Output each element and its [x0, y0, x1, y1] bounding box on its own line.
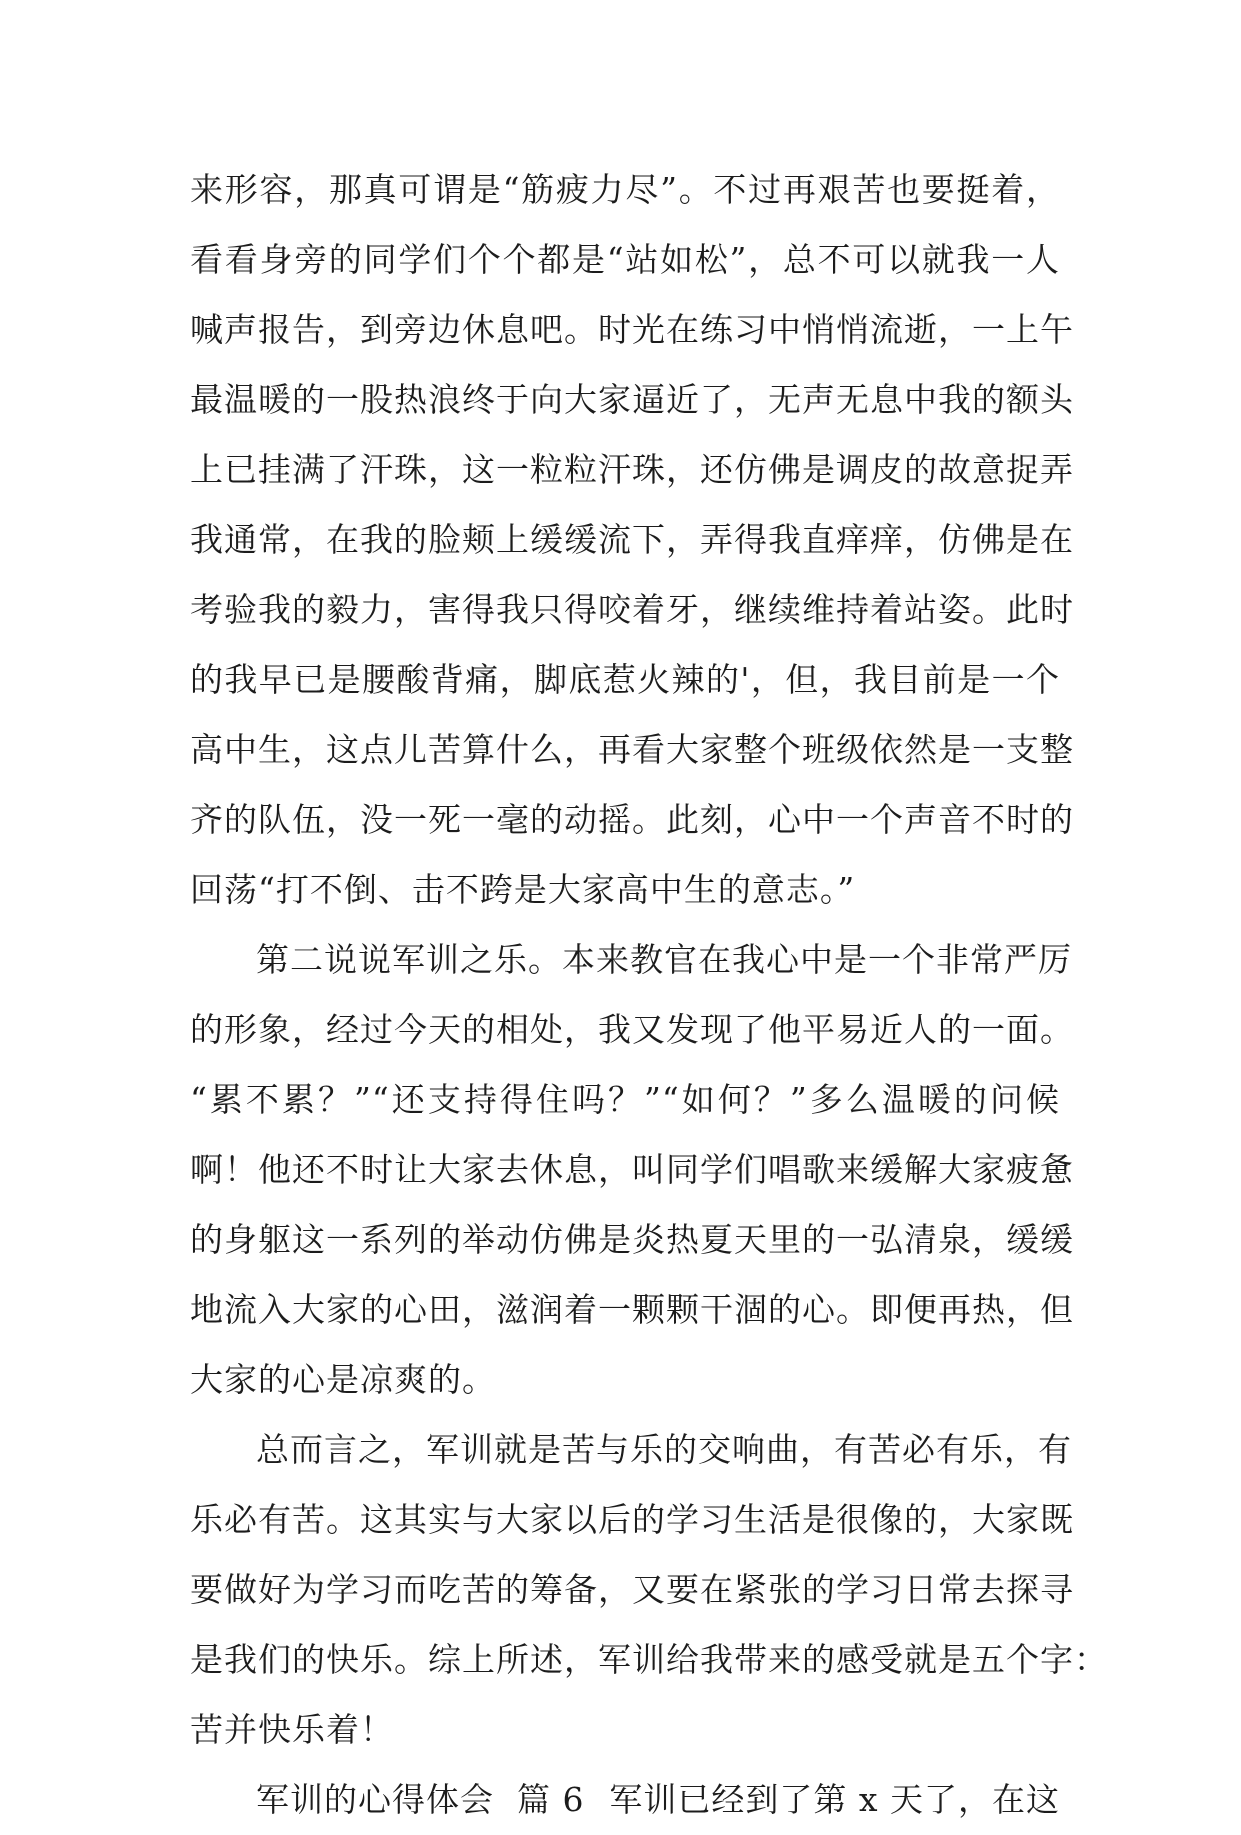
- text-line: 要做好为学习而吃苦的筹备，又要在紧张的学习日常去探寻: [190, 1570, 1074, 1609]
- text-line: 第二说说军训之乐。本来教官在我心中是一个非常严厉: [256, 940, 1072, 979]
- text-line: 来形容，那真可谓是“筋疲力尽”。不过再艰苦也要挺着，: [190, 170, 1060, 209]
- text-line: 乐必有苦。这其实与大家以后的学习生活是很像的，大家既: [190, 1500, 1074, 1539]
- paragraph-2: [190, 925, 1074, 1415]
- text-line: 我通常，在我的脸颊上缓缓流下，弄得我直痒痒，仿佛是在: [190, 520, 1074, 559]
- text-line: 上已挂满了汗珠，这一粒粒汗珠，还仿佛是调皮的故意捉弄: [190, 450, 1074, 489]
- text-line: 啊！他还不时让大家去休息，叫同学们唱歌来缓解大家疲惫: [190, 1150, 1074, 1189]
- body-text: [190, 155, 1108, 1835]
- text-line: 最温暖的一股热浪终于向大家逼近了，无声无息中我的额头: [190, 380, 1074, 419]
- text-line: 的身躯这一系列的举动仿佛是炎热夏天里的一弘清泉，缓缓: [190, 1220, 1074, 1259]
- section-opening-text: 军训已经到了第 x 天了，在这: [609, 1780, 1060, 1819]
- text-line: 喊声报告，到旁边休息吧。时光在练习中悄悄流逝，一上午: [190, 310, 1074, 349]
- text-line: 大家的心是凉爽的。: [190, 1360, 496, 1399]
- text-line: 的形象，经过今天的相处，我又发现了他平易近人的一面。: [190, 1010, 1074, 1049]
- text-line: 是我们的快乐。综上所述，军训给我带来的感受就是五个字：: [190, 1640, 1108, 1679]
- text-line: 齐的队伍，没一死一毫的动摇。此刻，心中一个声音不时的: [190, 800, 1074, 839]
- text-line: 地流入大家的心田，滋润着一颗颗干涸的心。即便再热，但: [190, 1290, 1074, 1329]
- text-line: 高中生，这点儿苦算什么，再看大家整个班级依然是一支整: [190, 730, 1074, 769]
- text-line: 回荡“打不倒、击不跨是大家高中生的意志。”: [190, 870, 856, 909]
- section-title-group: [256, 1765, 584, 1835]
- text-line: 苦并快乐着！: [190, 1710, 394, 1749]
- text-line: 看看身旁的同学们个个都是“站如松”，总不可以就我一人: [190, 240, 1060, 279]
- section-number: 篇 6: [516, 1780, 585, 1819]
- text-line: 考验我的毅力，害得我只得咬着牙，继续维持着站姿。此时: [190, 590, 1074, 629]
- text-line: 总而言之，军训就是苦与乐的交响曲，有苦必有乐，有: [256, 1430, 1072, 1469]
- text-line: “累不累？”“还支持得住吗？”“如何？”多么温暖的问候: [190, 1080, 1060, 1119]
- section-title: 军训的心得体会: [256, 1780, 494, 1819]
- section-heading: [190, 1765, 1060, 1835]
- text-line: 的我早已是腰酸背痛，脚底惹火辣的'，但，我目前是一个: [190, 660, 1060, 699]
- paragraph-3: [190, 1415, 1108, 1765]
- paragraph-1: [190, 155, 1074, 925]
